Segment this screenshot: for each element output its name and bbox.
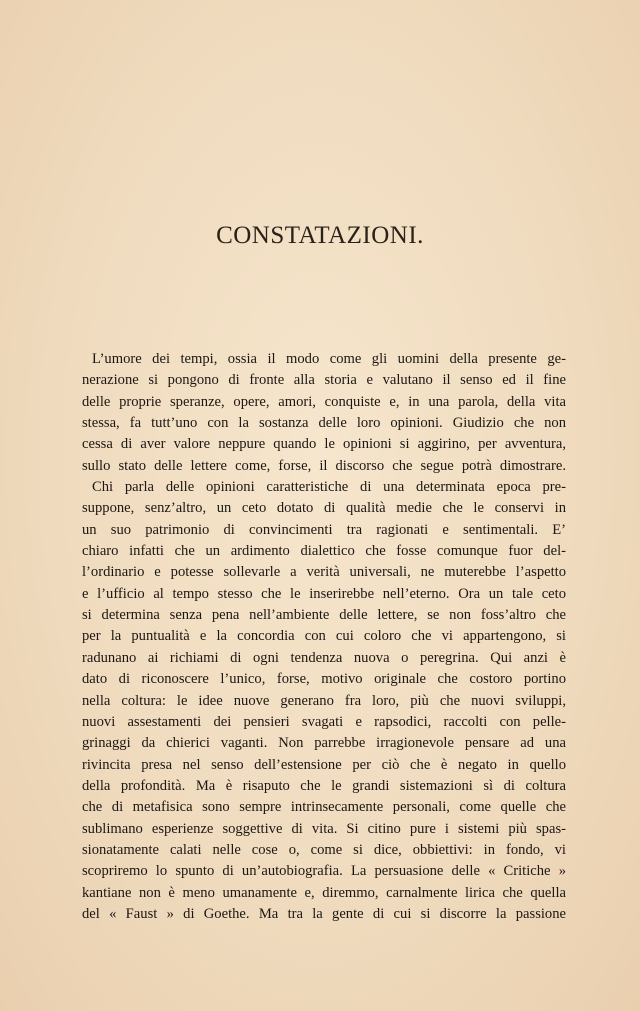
text-line: che di metafisica sono sempre intrinsecamente personali, come quelle che — [82, 799, 566, 816]
text-line: suppone, senz’altro, un ceto dotato di qualità medie che le conservi in — [82, 500, 566, 517]
text-line: della profondità. Ma è risaputo che le grandi sistemazioni sì di coltura — [82, 777, 566, 794]
text-line: e l’ufficio al tempo stesso che le inserirebbe nell’eterno. Ora un tale ceto — [82, 585, 566, 602]
text-line: un suo patrimonio di convincimenti tra ragionati e sentimentali. E’ — [82, 521, 566, 538]
text-line: Chi parla delle opinioni caratteristiche di una determinata epoca pre- — [92, 479, 566, 496]
text-line: radunano ai richiami di ogni tendenza nuova o peregrina. Qui anzi è — [82, 649, 566, 666]
text-line: sionatamente calati nelle cose o, come si dice, obbiettivi: in fondo, vi — [82, 841, 566, 858]
body-text — [82, 349, 566, 925]
text-line: nuovi assestamenti dei pensieri svagati e rapsodici, raccolti con pelle- — [82, 713, 566, 730]
text-line: stessa, fa tutt’uno con la sostanza delle loro opinioni. Giudizio che non — [82, 415, 566, 432]
text-line: nella coltura: le idee nuove generano fra loro, più che nuovi sviluppi, — [82, 692, 566, 709]
text-line: scopriremo lo spunto di un’autobiografia. La persuasione delle « Critiche » — [82, 863, 566, 880]
text-line: dato di riconoscere l’unico, forse, motivo originale che costoro portino — [82, 671, 566, 688]
text-line: chiaro infatti che un ardimento dialettico che fosse comunque fuor del- — [82, 543, 566, 560]
text-line: del « Faust » di Goethe. Ma tra la gente di cui si discorre la passione — [82, 905, 566, 922]
text-line: L’umore dei tempi, ossia il modo come gli uomini della presente ge- — [92, 351, 566, 367]
text-line: rivincita presa nel senso dell’estensione per ciò che è negato in quello — [82, 756, 566, 773]
text-line: nerazione si pongono di fronte alla storia e valutano il senso ed il fine — [82, 372, 566, 389]
text-line: sublimano esperienze soggettive di vita. Si citino pure i sistemi più spas- — [82, 820, 566, 837]
text-line: per la puntualità e la concordia con cui coloro che vi appartengono, si — [82, 628, 566, 645]
text-line: kantiane non è meno umanamente e, diremmo, carnalmente lirica che quella — [82, 884, 566, 901]
text-line: l’ordinario e potesse sollevarle a verità universali, ne muterebbe l’aspetto — [82, 564, 566, 581]
text-line: si determina senza pena nell’ambiente delle lettere, se non foss’altro che — [82, 607, 566, 624]
text-line: cessa di aver valore neppure quando le opinioni si aggirino, per avventura, — [82, 436, 566, 453]
text-line: grinaggi da chierici vaganti. Non parrebbe irragionevole pensare ad una — [82, 735, 566, 752]
text-line: delle proprie speranze, opere, amori, conquiste e, in una parola, della vita — [82, 393, 566, 410]
page-title: CONSTATAZIONI. — [216, 222, 424, 249]
text-line: sullo stato delle lettere come, forse, il discorso che segue potrà dimostrare. — [82, 457, 566, 474]
